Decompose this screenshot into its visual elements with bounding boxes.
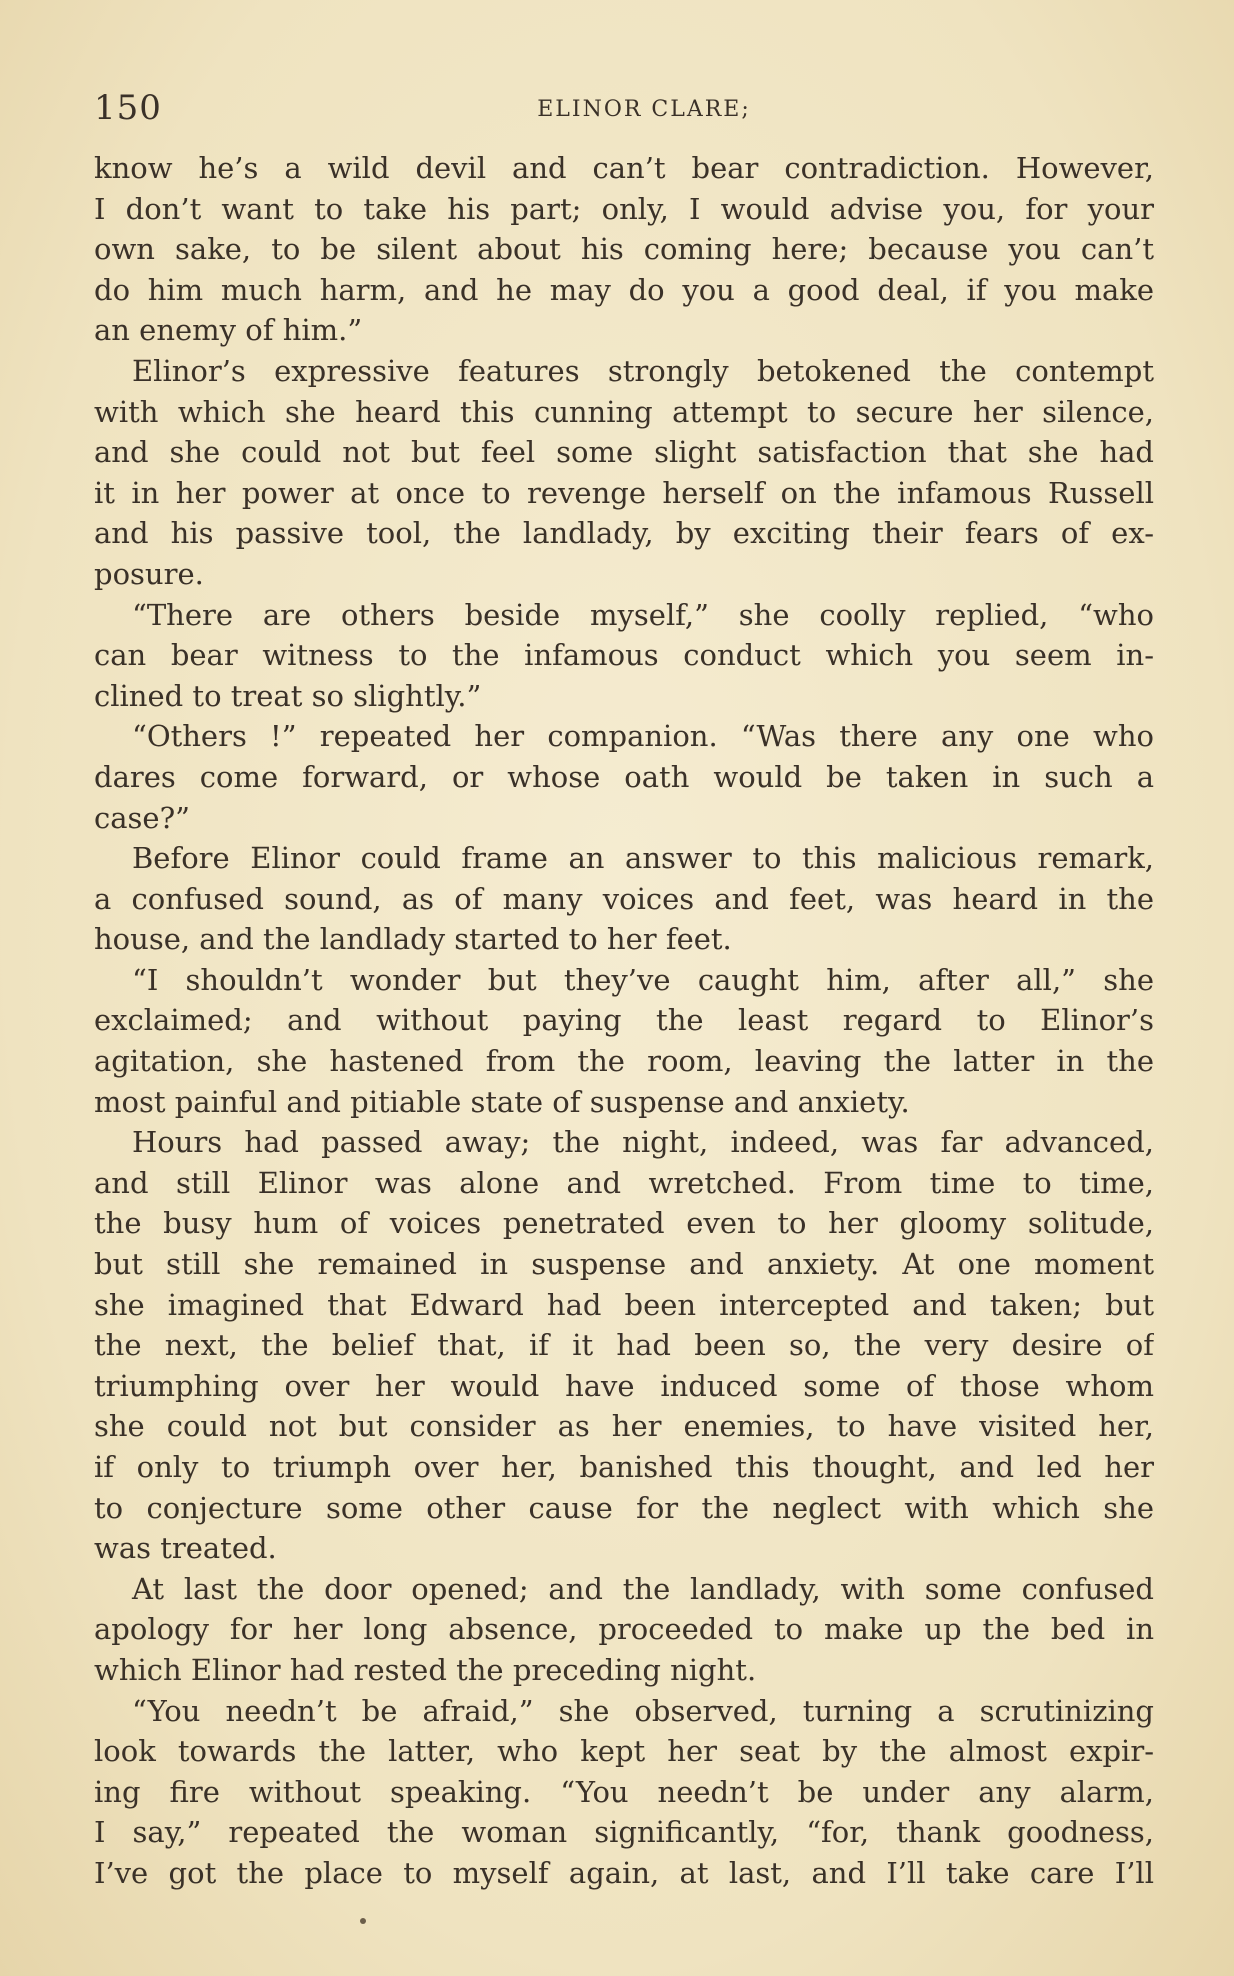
text-line: she could not but consider as her enemies, to have visited her, [94, 1409, 1154, 1444]
text-line: an enemy of him.” [94, 313, 363, 348]
ink-speck [360, 1918, 366, 1924]
text-line: I say,” repeated the woman significantly, “for, thank goodness, [94, 1815, 1154, 1850]
text-line: “There are others beside myself,” she coolly replied, “who [132, 597, 1154, 632]
text-line: and still Elinor was alone and wretched. From time to time, [94, 1165, 1154, 1200]
text-line: but still she remained in suspense and anxiety. At one moment [94, 1247, 1154, 1282]
body-text [94, 148, 1154, 1894]
text-line: ing fire without speaking. “You needn’t be under any alarm, [94, 1774, 1154, 1809]
text-line: which Elinor had rested the preceding night. [94, 1652, 757, 1687]
text-line: Hours had passed away; the night, indeed, was far advanced, [132, 1125, 1154, 1160]
text-line: Before Elinor could frame an answer to this malicious remark, [132, 841, 1154, 876]
text-line: was treated. [94, 1531, 277, 1566]
text-line: it in her power at once to revenge herself on the infamous Russell [94, 475, 1154, 510]
text-line: if only to triumph over her, banished this thought, and led her [94, 1450, 1154, 1484]
running-title: ELINOR CLARE; [537, 97, 751, 122]
text-line: exclaimed; and without paying the least regard to Elinor’s [94, 1003, 1154, 1038]
text-line: dares come forward, or whose oath would be taken in such a [94, 759, 1154, 794]
text-line: own sake, to be silent about his coming here; because you can’t [94, 232, 1154, 267]
text-line: I’ve got the place to myself again, at last, and I’ll take care I’ll [94, 1855, 1154, 1890]
text-line: triumphing over her would have induced some of those whom [94, 1368, 1154, 1403]
text-line: agitation, she hastened from the room, leaving the latter in the [94, 1044, 1154, 1079]
text-line: “You needn’t be afraid,” she observed, turning a scrutinizing [132, 1693, 1154, 1728]
text-line: house, and the landlady started to her feet. [94, 922, 732, 957]
text-line: do him much harm, and he may do you a good deal, if you make [94, 272, 1154, 307]
text-line: apology for her long absence, proceeded to make up the bed in [94, 1612, 1154, 1647]
text-line: most painful and pitiable state of suspense and anxiety. [94, 1084, 910, 1119]
text-line: with which she heard this cunning attempt to secure her silence, [94, 394, 1154, 429]
page-number: 150 [94, 88, 162, 128]
text-line: Elinor’s expressive features strongly betokened the contempt [132, 353, 1154, 388]
text-line: she imagined that Edward had been intercepted and taken; but [94, 1287, 1154, 1322]
running-head [94, 86, 1154, 136]
text-line: “I shouldn’t wonder but they’ve caught him, after all,” she [132, 962, 1154, 997]
text-line: to conjecture some other cause for the neglect with which she [94, 1490, 1154, 1525]
text-line: know he’s a wild devil and can’t bear contradiction. However, [94, 151, 1154, 185]
text-line: “Others !” repeated her companion. “Was there any one who [132, 719, 1154, 754]
text-line: the busy hum of voices penetrated even to her gloomy solitude, [94, 1206, 1154, 1241]
text-line: clined to treat so slightly.” [94, 678, 482, 713]
text-line: posure. [94, 556, 204, 591]
text-line: a confused sound, as of many voices and feet, was heard in the [94, 881, 1154, 916]
text-line: and his passive tool, the landlady, by exciting their fears of ex- [94, 516, 1154, 551]
text-line: and she could not but feel some slight satisfaction that she had [94, 435, 1154, 470]
text-line: case?” [94, 800, 190, 835]
text-line: At last the door opened; and the landlady, with some confused [132, 1571, 1154, 1606]
text-line: I don’t want to take his part; only, I would advise you, for your [94, 191, 1154, 226]
text-line: can bear witness to the infamous conduct which you seem in- [94, 638, 1154, 673]
text-line: the next, the belief that, if it had been so, the very desire of [94, 1328, 1154, 1363]
text-line: look towards the latter, who kept her seat by the almost expir- [94, 1734, 1154, 1769]
